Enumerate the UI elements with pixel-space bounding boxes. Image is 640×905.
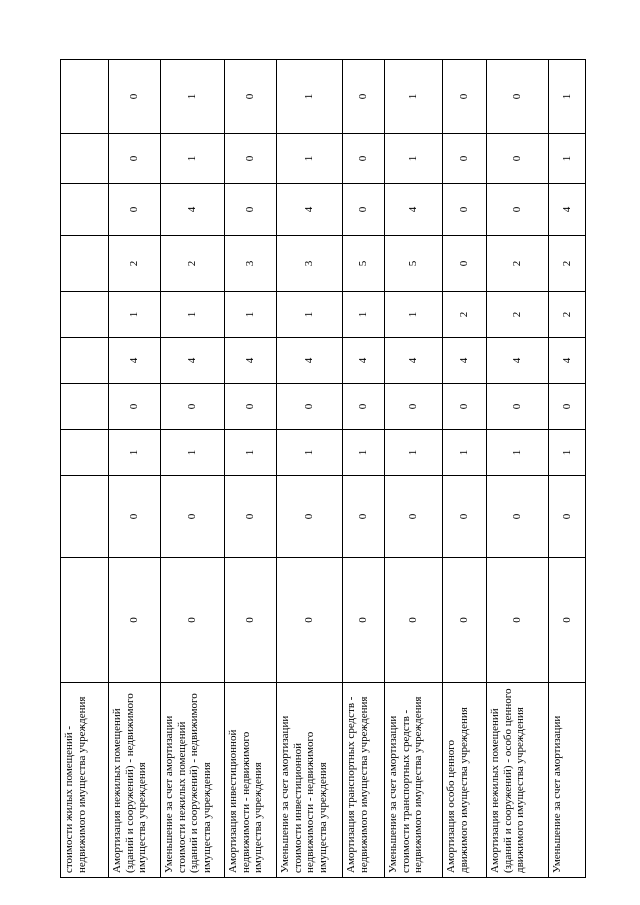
value-cell [61,184,109,236]
value-cell: 1 [225,430,277,476]
rotated-table-wrapper [60,60,585,878]
value-cell: 0 [385,384,443,430]
value-cell: 5 [343,236,385,292]
value-cell: 0 [443,558,487,683]
value-cell: 0 [109,134,161,184]
value-cell: 0 [225,476,277,558]
value-cell: 0 [385,476,443,558]
value-cell: 0 [487,384,549,430]
value-cell: 4 [443,338,487,384]
value-cell: 1 [277,60,343,134]
value-cell: 0 [443,476,487,558]
value-cell: 0 [161,558,225,683]
value-cell: 0 [109,558,161,683]
value-cell: 1 [385,292,443,338]
value-cell: 1 [225,292,277,338]
value-cell: 3 [277,236,343,292]
value-cell: 0 [161,476,225,558]
table-row [109,60,161,878]
value-cell: 4 [277,184,343,236]
value-cell: 0 [385,558,443,683]
value-cell: 1 [161,60,225,134]
row-label-cell: Уменьшение за счет амортизации [549,683,586,878]
value-cell: 2 [487,292,549,338]
table-row [487,60,549,878]
value-cell [61,476,109,558]
row-label-cell: Амортизация транспортных средств - недвижимого имущества учреждения [343,683,385,878]
row-label-cell: Уменьшение за счет амортизации стоимости транспортных средств - недвижимого имущества учреждения [385,683,443,878]
value-cell: 1 [487,430,549,476]
value-cell: 0 [109,60,161,134]
value-cell: 2 [549,292,586,338]
value-cell: 0 [487,60,549,134]
value-cell: 0 [343,384,385,430]
value-cell: 3 [225,236,277,292]
value-cell: 2 [109,236,161,292]
value-cell: 1 [343,430,385,476]
value-cell: 1 [549,60,586,134]
value-cell: 0 [225,558,277,683]
value-cell: 0 [443,60,487,134]
value-cell: 0 [443,184,487,236]
table-body [61,60,586,878]
value-cell: 4 [161,184,225,236]
value-cell: 0 [161,384,225,430]
table-row [61,60,109,878]
value-cell: 4 [385,338,443,384]
value-cell: 1 [277,430,343,476]
value-cell: 0 [225,134,277,184]
value-cell: 0 [277,476,343,558]
row-label-cell: Уменьшение за счет амортизации стоимости нежилых помещений (зданий и сооружений) - недвижимого имущества учреждения [161,683,225,878]
value-cell: 0 [109,184,161,236]
value-cell: 4 [549,184,586,236]
value-cell: 1 [443,430,487,476]
table-row [385,60,443,878]
value-cell [61,134,109,184]
value-cell: 0 [225,384,277,430]
value-cell: 1 [109,292,161,338]
depreciation-table [60,59,586,878]
value-cell: 5 [385,236,443,292]
value-cell: 1 [109,430,161,476]
value-cell: 0 [487,184,549,236]
value-cell: 1 [161,292,225,338]
row-label-cell: Амортизация нежилых помещений (зданий и сооружений) - особо ценного движимого имущества учреждения [487,683,549,878]
value-cell: 4 [277,338,343,384]
value-cell: 1 [343,292,385,338]
value-cell: 1 [277,292,343,338]
value-cell: 0 [549,558,586,683]
value-cell: 0 [109,384,161,430]
row-label-cell: стоимости жилых помещений - недвижимого имущества учреждения [61,683,109,878]
value-cell: 4 [161,338,225,384]
value-cell: 4 [225,338,277,384]
value-cell: 0 [487,558,549,683]
value-cell: 0 [343,558,385,683]
value-cell: 0 [343,476,385,558]
value-cell: 0 [343,184,385,236]
value-cell: 0 [343,134,385,184]
row-label-cell: Амортизация инвестиционной недвижимости - недвижимого имущества учреждения [225,683,277,878]
value-cell [61,338,109,384]
value-cell: 0 [225,60,277,134]
value-cell: 0 [277,384,343,430]
value-cell: 0 [343,60,385,134]
value-cell [61,384,109,430]
value-cell: 4 [385,184,443,236]
value-cell: 1 [161,134,225,184]
value-cell: 0 [487,476,549,558]
value-cell: 4 [343,338,385,384]
value-cell: 0 [549,384,586,430]
value-cell: 1 [549,134,586,184]
value-cell: 2 [161,236,225,292]
value-cell [61,430,109,476]
value-cell: 2 [487,236,549,292]
value-cell: 0 [277,558,343,683]
table-row [277,60,343,878]
value-cell: 0 [443,134,487,184]
row-label-cell: Уменьшение за счет амортизации стоимости инвестиционной недвижимости - недвижимого имущества учреждения [277,683,343,878]
value-cell: 1 [549,430,586,476]
value-cell: 0 [443,236,487,292]
value-cell: 0 [443,384,487,430]
value-cell: 0 [225,184,277,236]
value-cell: 1 [385,60,443,134]
table-row [161,60,225,878]
value-cell [61,236,109,292]
value-cell: 2 [443,292,487,338]
value-cell: 4 [549,338,586,384]
table-row [549,60,586,878]
value-cell: 1 [385,430,443,476]
table-row [443,60,487,878]
value-cell: 1 [385,134,443,184]
value-cell: 4 [487,338,549,384]
value-cell: 0 [487,134,549,184]
value-cell: 1 [161,430,225,476]
value-cell: 0 [549,476,586,558]
value-cell [61,292,109,338]
table-row [343,60,385,878]
value-cell: 0 [109,476,161,558]
row-label-cell: Амортизация нежилых помещений (зданий и сооружений) - недвижимого имущества учреждения [109,683,161,878]
table-row [225,60,277,878]
value-cell [61,60,109,134]
value-cell: 1 [277,134,343,184]
row-label-cell: Амортизация особо ценного движимого имущества учреждения [443,683,487,878]
value-cell: 4 [109,338,161,384]
value-cell: 2 [549,236,586,292]
value-cell [61,558,109,683]
